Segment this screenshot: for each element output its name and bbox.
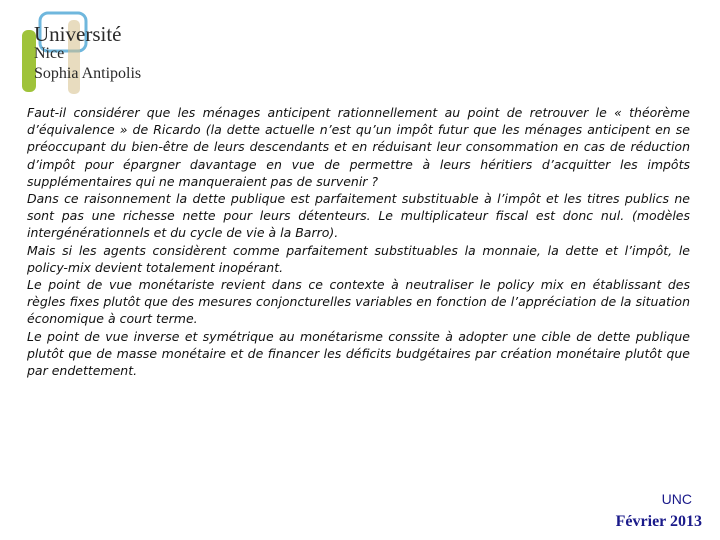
university-logo bbox=[14, 10, 164, 94]
paragraph-inverse: Le point de vue inverse et symétrique au monétarisme conssite à adopter une cible de dette publique plutôt que de masse monétaire et de financer les déficits budgétaires par création monétaire plutôt que par endettement. bbox=[27, 328, 690, 379]
paragraph-ricardo: Faut-il considérer que les ménages anticipent rationnellement au point de retrouver le « théorème d’équivalence » de Ricardo (la dette actuelle n’est qu’un impôt futur que les ménages anticipent en se préoccupant du bien-être de leurs descendants et en réduisant leur consommation en cas de réduction d’impôt pour épargner davantage en vue de permettre à leurs héritiers d’acquitter les impôts supplémentaires qui ne manqueraient pas de survenir ? bbox=[27, 105, 690, 189]
paragraph-monetarist: Le point de vue monétariste revient dans ce contexte à neutraliser le policy mix en établissant des règles fixes plutôt que des mesures conjoncturelles variables en fonction de l’appréciation de la situation économique à court terme. bbox=[27, 277, 690, 327]
paragraph-policy-mix: Mais si les agents considèrent comme parfaitement substituables la monnaie, la dette et l’impôt, le policy-mix devient totalement inopérant. bbox=[27, 242, 690, 275]
slide-body-text bbox=[27, 104, 690, 379]
footer-org: UNC bbox=[661, 491, 692, 507]
footer-date: Février 2013 bbox=[615, 513, 702, 530]
logo-text-line2: Nice bbox=[34, 45, 65, 62]
paragraph-substitution: Dans ce raisonnement la dette publique est parfaitement substituable à l’impôt et les titres publics ne sont pas une richesse nette pour leurs détenteurs. Le multiplicateur fiscal est donc nul. (modèles intergénérationnels et du cycle de vie à la Barro). bbox=[27, 191, 690, 241]
logo-text-line1: Université bbox=[34, 22, 122, 46]
logo-text-line3: Sophia Antipolis bbox=[34, 65, 142, 82]
